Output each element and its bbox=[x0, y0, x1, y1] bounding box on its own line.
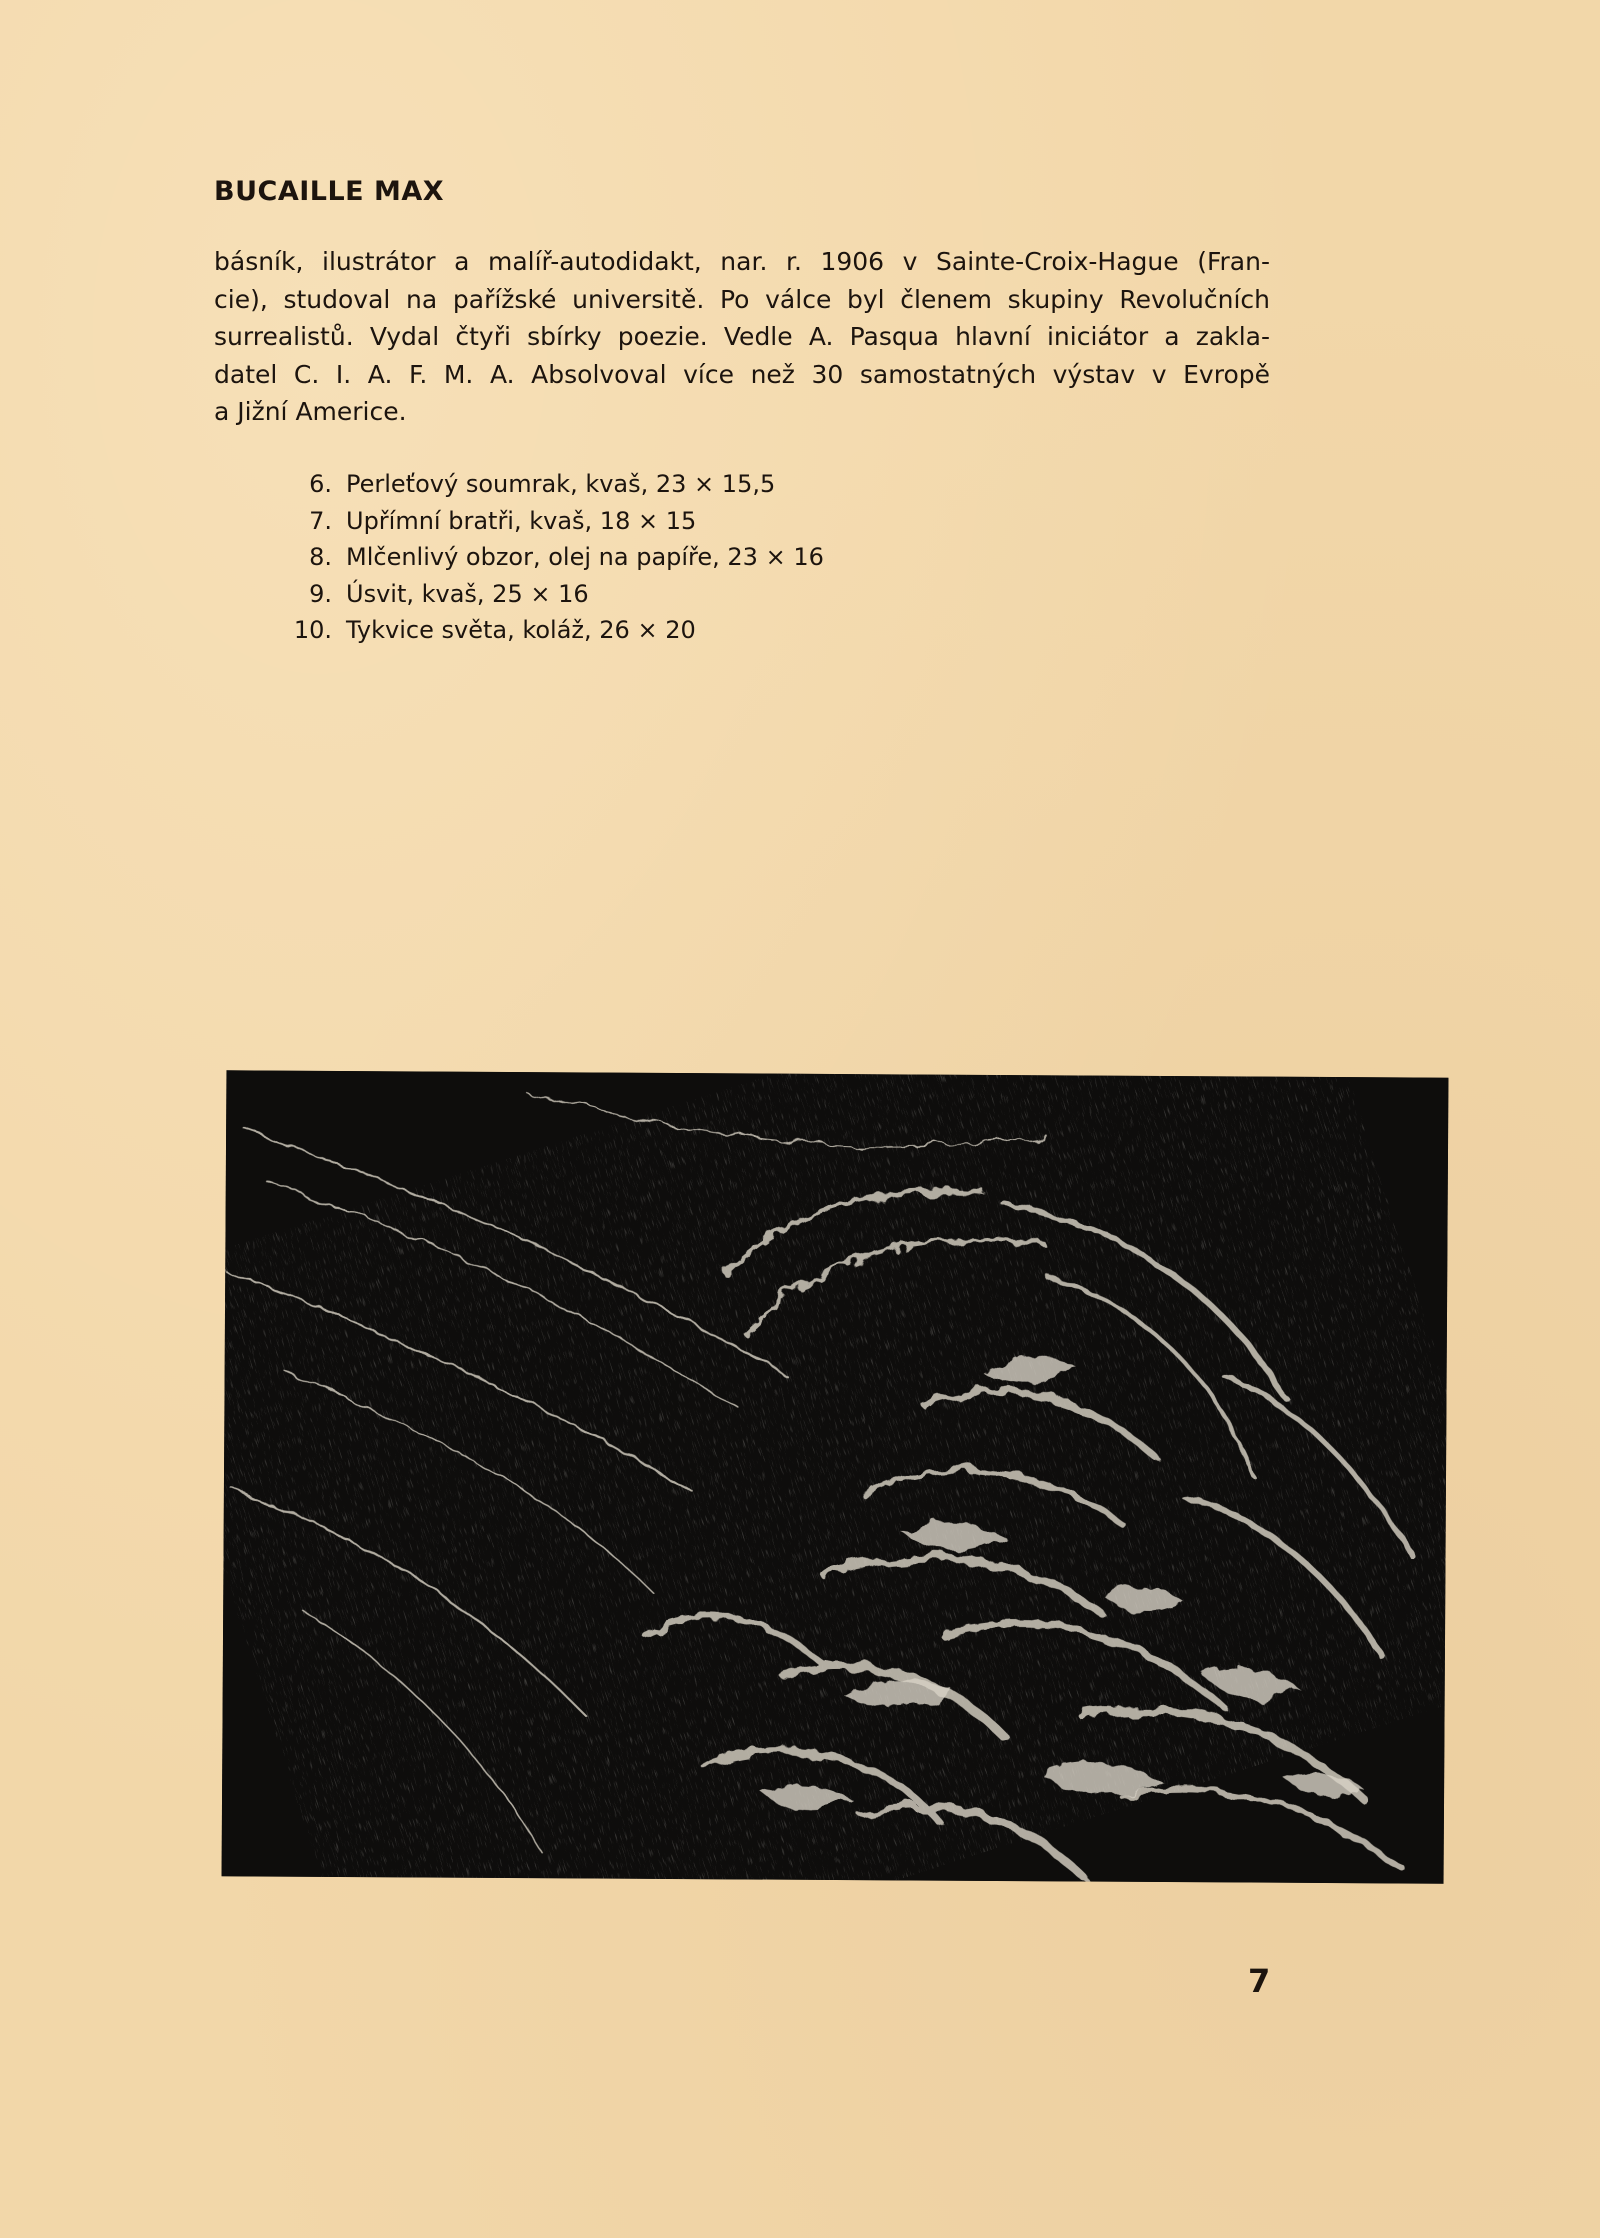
artwork-reproduction bbox=[222, 1070, 1449, 1883]
work-item bbox=[282, 503, 824, 540]
work-number: 6. bbox=[309, 470, 332, 498]
artwork-image bbox=[222, 1070, 1449, 1883]
work-item bbox=[282, 612, 824, 649]
works-list bbox=[282, 466, 824, 649]
work-number: 8. bbox=[309, 543, 332, 571]
work-entry: Mlčenlivý obzor, olej na papíře, 23 × 16 bbox=[346, 543, 824, 571]
work-number: 7. bbox=[309, 506, 332, 535]
bio-line: cie), studoval na pařížské universitě. Po válce byl členem skupiny Revolučních bbox=[214, 284, 1270, 314]
work-entry: Perleťový soumrak, kvaš, 23 × 15,5 bbox=[346, 470, 776, 498]
page-number: 7 bbox=[1248, 1962, 1271, 2000]
author-heading: BUCAILLE MAX bbox=[214, 176, 445, 207]
work-number: 9. bbox=[309, 579, 332, 608]
author-biography bbox=[214, 243, 1270, 431]
work-entry: Tykvice světa, koláž, 26 × 20 bbox=[346, 616, 696, 644]
bio-line: surrealistů. Vydal čtyři sbírky poezie. Vedle A. Pasqua hlavní iniciátor a zakla- bbox=[214, 322, 1270, 351]
work-number: 10. bbox=[293, 616, 332, 644]
work-item bbox=[282, 466, 824, 503]
work-entry: Úsvit, kvaš, 25 × 16 bbox=[346, 579, 589, 608]
work-item bbox=[282, 539, 824, 576]
bio-line: a Jižní Americe. bbox=[214, 397, 407, 426]
work-entry: Upřímní bratři, kvaš, 18 × 15 bbox=[346, 506, 697, 535]
work-item bbox=[282, 576, 824, 613]
bio-line: básník, ilustrátor a malíř-autodidakt, nar. r. 1906 v Sainte-Croix-Hague (Fran- bbox=[214, 247, 1270, 276]
bio-line: datel C. I. A. F. M. A. Absolvoval více než 30 samostatných výstav v Evropě bbox=[214, 359, 1270, 389]
